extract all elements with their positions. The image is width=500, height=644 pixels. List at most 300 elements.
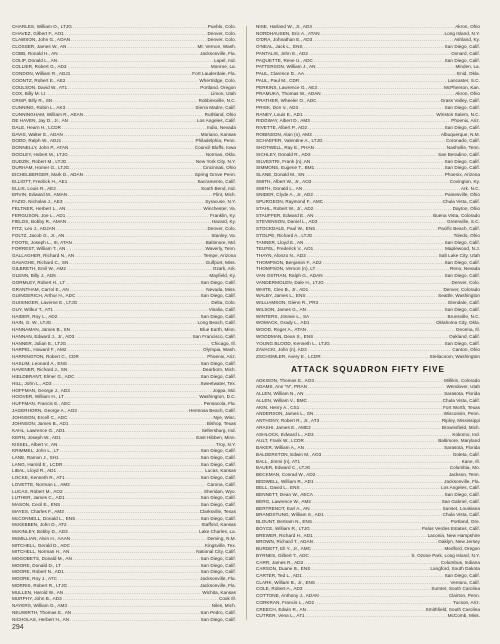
hometown: South Bend, Ind. xyxy=(200,185,236,191)
leader-dots xyxy=(311,159,443,166)
member-name: COBB, Ronald H., AN xyxy=(12,50,58,56)
leader-dots xyxy=(71,482,206,489)
member-name: AKIN, Henry A., CS1 xyxy=(256,404,300,410)
hometown: Denver, Colo. xyxy=(207,30,236,36)
hometown: National City, Calif. xyxy=(196,549,236,555)
member-name: THOMPSON, Vernon (n), LT xyxy=(256,266,316,272)
hometown: Norman, Okla. xyxy=(205,151,236,157)
roster-entry xyxy=(256,213,480,220)
roster-entry xyxy=(256,479,480,486)
hometown: Medford, Oregon xyxy=(444,546,480,552)
leader-dots xyxy=(301,485,440,492)
leader-dots xyxy=(312,546,444,553)
roster-entry xyxy=(256,506,480,513)
roster-entry xyxy=(12,260,236,267)
hometown: San Beradino, Calif. xyxy=(438,151,480,157)
member-name: BURDETT, Eli Y., Jr., AMC xyxy=(256,546,311,552)
roster-entry xyxy=(12,266,236,273)
member-name: HIELDBRANT, Elmer G., ADC xyxy=(12,374,75,380)
leader-dots xyxy=(311,566,429,573)
roster-entry xyxy=(256,354,480,361)
hometown: San Francisco, Calif. xyxy=(192,333,236,339)
leader-dots xyxy=(66,475,200,482)
hometown: Nye, Wisc. xyxy=(213,414,236,420)
hometown: Sacramento, Calif. xyxy=(197,178,236,184)
hometown: Flint, Mich. xyxy=(213,192,236,198)
roster-entry xyxy=(12,495,236,502)
member-name: CRISP, Billy R., SN xyxy=(12,98,53,104)
hometown: McPherson, Kan. xyxy=(444,84,480,90)
member-name: BLOUNT, Bertram N., ENS xyxy=(256,519,313,525)
leader-dots xyxy=(314,58,444,65)
member-name: DAVIS, Walter E., ADAN xyxy=(12,131,63,137)
leader-dots xyxy=(67,44,196,51)
member-name: HAIDER, Roy L., AD2 xyxy=(12,313,58,319)
hometown: Pueblo, Colo. xyxy=(207,24,236,29)
leader-dots xyxy=(66,280,199,287)
hometown: San Diego, Calif. xyxy=(200,455,236,460)
leader-dots xyxy=(299,105,444,112)
roster-entry xyxy=(12,44,236,51)
member-name: McKEBBEN, John D., AT2 xyxy=(12,522,67,528)
member-name: FIELDS, Bobby R., AMAN xyxy=(12,219,67,225)
roster-entry xyxy=(256,607,480,614)
leader-dots xyxy=(314,206,451,213)
leader-dots xyxy=(62,125,206,132)
leader-dots xyxy=(71,388,212,395)
hometown: Ark. N.C. xyxy=(460,185,480,191)
leader-dots xyxy=(308,398,442,405)
leader-dots xyxy=(58,314,199,321)
leader-dots xyxy=(316,226,437,233)
roster-entry xyxy=(12,165,236,172)
leader-dots xyxy=(62,563,200,570)
member-name: FITZ, Leo J., ADJAN xyxy=(12,226,56,232)
member-name: MAYES, Charles F., AM3 xyxy=(12,508,64,514)
roster-entry xyxy=(12,596,236,603)
leader-dots xyxy=(64,489,203,496)
roster-entry xyxy=(12,240,236,247)
leader-dots xyxy=(69,145,193,152)
member-name: KERN, Joseph W., AD1 xyxy=(12,434,61,440)
member-name: ZAVACKI, John (n), AD3 xyxy=(256,347,307,353)
member-name: HAVENER, Richard J., SN xyxy=(12,367,68,373)
leader-dots xyxy=(61,502,199,509)
roster-entry xyxy=(12,98,236,105)
hometown: San Diego, Calif. xyxy=(444,57,480,63)
roster-entry xyxy=(256,485,480,492)
leader-dots xyxy=(324,273,444,280)
hometown: Painesville, Ohio xyxy=(444,192,480,198)
leader-dots xyxy=(316,580,449,587)
roster-entry xyxy=(256,280,480,287)
hometown: San Diego, Calif. xyxy=(444,259,480,265)
roster-entry xyxy=(12,421,236,428)
leader-dots xyxy=(69,118,196,125)
hometown: Canton, Ohio xyxy=(452,347,480,353)
leader-dots xyxy=(73,556,200,563)
member-name: BERG, Lawrence W., AM2 xyxy=(256,498,311,504)
hometown: San Diego, Calif. xyxy=(200,448,236,454)
hometown: Moriano, Kansas xyxy=(200,131,236,137)
hometown: Chicago, Ill. xyxy=(211,340,236,346)
roster-entry xyxy=(12,556,236,563)
hometown: Minden, La. xyxy=(455,64,480,70)
roster-entry xyxy=(12,354,236,361)
roster-entry xyxy=(12,603,236,610)
leader-dots xyxy=(71,536,206,543)
roster-entry xyxy=(256,465,480,472)
leader-dots xyxy=(75,253,202,260)
leader-dots xyxy=(52,320,196,327)
roster-entry xyxy=(256,266,480,273)
hometown: Lapel, Ind. xyxy=(213,57,236,63)
roster-entry xyxy=(256,172,480,179)
member-name: NORDHAUSEN, Eric A., ATAN xyxy=(256,30,320,36)
roster-entry xyxy=(12,367,236,374)
roster-entry xyxy=(256,64,480,71)
leader-dots xyxy=(63,462,199,469)
leader-dots xyxy=(68,85,199,92)
member-name: BEDWELL, William R., AD1 xyxy=(256,478,314,484)
hometown: Denver, Colorado xyxy=(443,286,480,292)
roster-entry xyxy=(12,24,236,31)
hometown: San Diego, Calif. xyxy=(200,313,236,319)
member-name: COONTZ, Robert E., AE2 xyxy=(12,77,66,83)
leader-dots xyxy=(66,428,201,435)
hometown: Akron, Ohio xyxy=(455,91,480,97)
leader-dots xyxy=(314,246,444,253)
roster-entry xyxy=(256,327,480,334)
hometown: Council Bluffs, Iowa xyxy=(194,145,236,151)
hometown: San Diego, Calif. xyxy=(200,562,236,568)
leader-dots xyxy=(315,432,452,439)
leader-dots xyxy=(309,51,450,58)
hometown: Glendale, Calif. xyxy=(447,300,480,306)
hometown: Oklahoma City, Okla. xyxy=(435,320,480,326)
roster-entry xyxy=(256,546,480,553)
member-name: MITCHELL, Norman H., AN xyxy=(12,549,70,555)
hometown: Fort Lauderdale, Fla. xyxy=(192,71,236,77)
member-name: HAIN, G. W., LTJG xyxy=(12,320,52,326)
member-name: FAZIO, Nicholas J., AE3 xyxy=(12,199,63,205)
member-name: ANDERSON, James L., SN xyxy=(256,411,314,417)
hometown: Long Island, N.Y. xyxy=(444,30,480,36)
hometown: Blue Earth, Minn. xyxy=(199,327,236,333)
leader-dots xyxy=(71,327,199,334)
roster-entry xyxy=(256,226,480,233)
leader-dots xyxy=(70,287,205,294)
roster-entry xyxy=(256,472,480,479)
member-name: CARTER, Ted L., AD1 xyxy=(256,573,302,579)
member-name: MASON, Cecil E., ENS xyxy=(12,502,61,508)
leader-dots xyxy=(314,539,437,546)
member-name: HARPEL, Howard F., AM2 xyxy=(12,347,67,353)
roster-entry xyxy=(256,445,480,452)
leader-dots xyxy=(58,58,213,65)
hometown: Pensacola, Fla. xyxy=(203,401,236,407)
leader-dots xyxy=(65,569,200,576)
leader-dots xyxy=(325,280,451,287)
hometown: Oxnard, Calif. xyxy=(451,50,480,56)
roster-entry xyxy=(256,152,480,159)
leader-dots xyxy=(304,112,436,119)
hometown: Philadelphia, Penn. xyxy=(195,138,236,144)
member-name: DONNELLY, John P., ATAN xyxy=(12,145,69,151)
hometown: Portland, Ore. xyxy=(450,519,480,525)
leader-dots xyxy=(319,219,447,226)
member-name: FELTNER, Herbert L., AN xyxy=(12,205,66,211)
hometown: Limon, Utah xyxy=(210,91,236,97)
member-name: ALLEN, William V., BMC xyxy=(256,397,307,403)
leader-dots xyxy=(63,596,218,603)
hometown: Gulfport, Miss. xyxy=(205,259,236,265)
roster-entry xyxy=(12,293,236,300)
hometown: Niles, Mich. xyxy=(211,603,236,609)
hometown: Greenville, S.C. xyxy=(447,219,480,225)
roster-entry xyxy=(256,132,480,139)
leader-dots xyxy=(70,617,200,624)
member-name: O'DRA, Johnathan E., AD3 xyxy=(256,37,313,43)
roster-entry xyxy=(12,394,236,401)
roster-entry xyxy=(256,391,480,398)
hometown: Toledo, Ohio xyxy=(453,232,480,238)
roster-entry xyxy=(256,341,480,348)
member-name: LANE, Ramon J., SH1 xyxy=(12,455,59,460)
hometown: Seattle, Washington xyxy=(438,293,480,299)
hometown: Pacific Beach, Calif. xyxy=(438,226,480,232)
member-name: CUNNINGHAM, William R., AEAN xyxy=(12,111,84,117)
member-name: WOOD, Roger A., ATAN xyxy=(256,327,307,333)
leader-dots xyxy=(317,64,455,71)
hometown: Buena Vista, Colorado xyxy=(433,212,480,218)
hometown: Dearborn, Mich. xyxy=(202,367,236,373)
roster-entry xyxy=(256,425,480,432)
member-name: AULT, Frank W., LCDR xyxy=(256,438,304,444)
member-name: ELLIS, Louis R., AE2 xyxy=(12,185,56,191)
leader-dots xyxy=(306,172,444,179)
page-number: 294 xyxy=(12,624,24,631)
hometown: Jackson, Tenn. xyxy=(448,472,480,477)
roster-entry xyxy=(256,206,480,213)
hometown: Washington, D.C. xyxy=(199,394,236,400)
roster-entry xyxy=(12,85,236,92)
leader-dots xyxy=(54,307,208,314)
leader-dots xyxy=(70,421,206,428)
roster-entry xyxy=(256,411,480,418)
hometown: San Diego, Calif. xyxy=(444,44,480,50)
leader-dots xyxy=(78,408,188,415)
roster-entry xyxy=(12,37,236,44)
hometown: San Diego, Calif. xyxy=(200,279,236,285)
roster-entry xyxy=(12,118,236,125)
member-name: WINTERS, Jimmie L., SA xyxy=(256,313,310,319)
leader-dots xyxy=(65,233,210,240)
hometown: Indio, Nevada xyxy=(207,125,236,131)
roster-entry xyxy=(12,172,236,179)
hometown: Chula Vista, Calif. xyxy=(442,199,480,205)
hometown: Hazard, Ky. xyxy=(211,219,236,225)
leader-dots xyxy=(76,293,199,300)
hometown: Robbinsville, N.C. xyxy=(198,98,236,104)
member-name: ZSCHOMLER, Avery E., LCDR xyxy=(256,353,321,359)
member-name: CLOSSER, James W., AN xyxy=(12,44,67,50)
hometown: Clarksville, Texas xyxy=(199,508,236,514)
roster-list-continued xyxy=(256,24,480,361)
hometown: Denver, Colo. xyxy=(207,37,236,43)
member-name: MITCHELL, Gerald D., ADC xyxy=(12,542,71,548)
member-name: HANNAMAN, James B., SN xyxy=(12,327,71,333)
hometown: Joppa, Md. xyxy=(212,387,236,393)
roster-entry xyxy=(256,347,480,354)
member-name: COLIP, Donald L., AN xyxy=(12,57,58,63)
hometown: San Diego, Calif. xyxy=(444,573,480,579)
roster-entry xyxy=(12,78,236,85)
hometown: San Pedro, Calif. xyxy=(200,609,236,615)
member-name: SLANE, Donald M., SN xyxy=(256,172,305,178)
roster-entry xyxy=(256,192,480,199)
roster-entry xyxy=(12,287,236,294)
leader-dots xyxy=(311,118,450,125)
roster-entry xyxy=(256,51,480,58)
leader-dots xyxy=(300,78,447,85)
member-name: NAYERS, William G., AM3 xyxy=(12,603,67,609)
member-name: ADAMS, Ann "N", PRAN xyxy=(256,384,307,390)
hometown: San Diego, Calif. xyxy=(444,125,480,131)
member-name: GAVAGHE, Richard C., SN xyxy=(12,259,69,265)
member-name: BOYCE, William R., LTJG xyxy=(256,525,310,531)
member-name: THAYN, Alonzo N., AD3 xyxy=(256,252,306,258)
member-name: GILBRETH, Emil W., AM2 xyxy=(12,266,66,272)
leader-dots xyxy=(84,172,194,179)
leader-dots xyxy=(313,24,454,31)
member-name: SMITH, Albert W., Jr., AO3 xyxy=(256,178,312,184)
member-name: GUINGERICH, Arthur H., ADC xyxy=(12,293,76,299)
leader-dots xyxy=(69,415,213,422)
hometown: Dayton, Ohio xyxy=(452,205,480,211)
member-name: ANTHONY, Robert R., Jr., AT3 xyxy=(256,418,320,424)
hometown: San Diego, Calif. xyxy=(444,158,480,164)
leader-dots xyxy=(69,152,205,159)
member-name: CARSON, Duane B., ENS xyxy=(256,566,311,572)
hometown: San Diego, Calif. xyxy=(200,616,236,622)
roster-page xyxy=(12,12,490,632)
member-name: DUDZIK, Robert M., LTJG xyxy=(12,158,67,164)
leader-dots xyxy=(53,98,197,105)
member-name: SMITH, Donald L., AN xyxy=(256,185,303,191)
roster-entry xyxy=(12,320,236,327)
member-name: WILSON, James G., AN xyxy=(256,306,307,312)
leader-dots xyxy=(310,314,446,321)
hometown: Olympia, Wash. xyxy=(203,347,236,353)
member-name: DALE, Hearn H., LCDR xyxy=(12,125,61,131)
hometown: Columbia, Mo. xyxy=(449,465,480,471)
member-name: HUFFMAN, Francis E., AEC xyxy=(12,401,71,407)
leader-dots xyxy=(68,603,211,610)
roster-entry xyxy=(12,576,236,583)
roster-entry xyxy=(12,590,236,597)
member-name: CHARLES, William O., LTJG xyxy=(12,24,72,29)
hometown: Phoenix, Ariz. xyxy=(451,118,480,124)
roster-entry xyxy=(12,448,236,455)
leader-dots xyxy=(307,293,438,300)
roster-entry xyxy=(12,51,236,58)
member-name: SNIDER, Clyde A., Jr., AD2 xyxy=(256,192,313,198)
member-name: STOLPE, Richard A., LTJG xyxy=(256,232,313,238)
roster-entry xyxy=(12,145,236,152)
leader-dots xyxy=(314,533,427,540)
roster-entry xyxy=(256,593,480,600)
member-name: VAN OSTRAN, Ralph G., ADAN xyxy=(256,273,323,279)
leader-dots xyxy=(303,186,460,193)
leader-dots xyxy=(308,125,444,132)
leader-dots xyxy=(59,51,199,58)
hometown: Nashville, Tenn. xyxy=(446,145,480,151)
roster-entry xyxy=(12,482,236,489)
hometown: Winston Salem, N.C. xyxy=(436,111,480,117)
leader-dots xyxy=(56,226,206,233)
roster-entry xyxy=(256,91,480,98)
member-name: KAHL, Lawrence G., AD1 xyxy=(12,428,65,434)
roster-entry xyxy=(256,273,480,280)
roster-entry xyxy=(12,462,236,469)
member-name: BELL, David L., ENS xyxy=(256,485,300,491)
member-name: LOCKE, Kenneth R., AT1 xyxy=(12,475,65,481)
hometown: Jacksonville, Fla. xyxy=(444,478,480,484)
member-name: FERGUSON, Joe L., AD1 xyxy=(12,212,66,218)
hometown: Enid, Okla. xyxy=(456,71,480,77)
member-name: THOMPSON, Benjamin F., AD2 xyxy=(256,259,322,265)
roster-entry xyxy=(12,192,236,199)
leader-dots xyxy=(314,492,444,499)
member-name: CLAWSON, John G., AOAN xyxy=(12,37,71,43)
member-name: COTTONE, Anthony J., ADAN xyxy=(256,593,319,599)
roster-entry xyxy=(12,152,236,159)
leader-dots xyxy=(314,334,448,341)
roster-entry xyxy=(256,438,480,445)
hometown: Reno, Nevada xyxy=(450,266,480,272)
hometown: Sweetwater, Tex. xyxy=(200,380,236,386)
leader-dots xyxy=(65,394,199,401)
member-name: RIDGWAY, Albert D., AM3 xyxy=(256,118,310,124)
roster-entry xyxy=(256,418,480,425)
leader-dots xyxy=(315,145,446,152)
member-name: JOHNSON, Ercell C., ADC xyxy=(12,414,68,420)
hometown: Jacksonville, Fla. xyxy=(200,576,236,582)
hometown: Smithfield, South Carolina xyxy=(425,606,480,612)
roster-entry xyxy=(256,533,480,540)
roster-entry xyxy=(12,549,236,556)
roster-entry xyxy=(256,112,480,119)
hometown: Deonna, Ill. xyxy=(456,327,480,333)
member-name: BERTRENOT, Earl A., AN xyxy=(256,505,310,511)
leader-dots xyxy=(68,64,210,71)
roster-entry xyxy=(256,526,480,533)
roster-entry xyxy=(12,280,236,287)
roster-entry xyxy=(256,499,480,506)
leader-dots xyxy=(66,78,198,85)
leader-dots xyxy=(60,448,200,455)
hometown: McComb, Miss. xyxy=(447,613,480,619)
roster-entry xyxy=(12,138,236,145)
leader-dots xyxy=(62,138,194,145)
hometown: Oaklyn, New Jersey xyxy=(438,539,480,545)
leader-dots xyxy=(316,266,449,273)
member-name: CUNNING, Robin L., AK3 xyxy=(12,104,66,110)
leader-dots xyxy=(71,543,204,550)
roster-entry xyxy=(256,186,480,193)
roster-entry xyxy=(256,512,480,519)
